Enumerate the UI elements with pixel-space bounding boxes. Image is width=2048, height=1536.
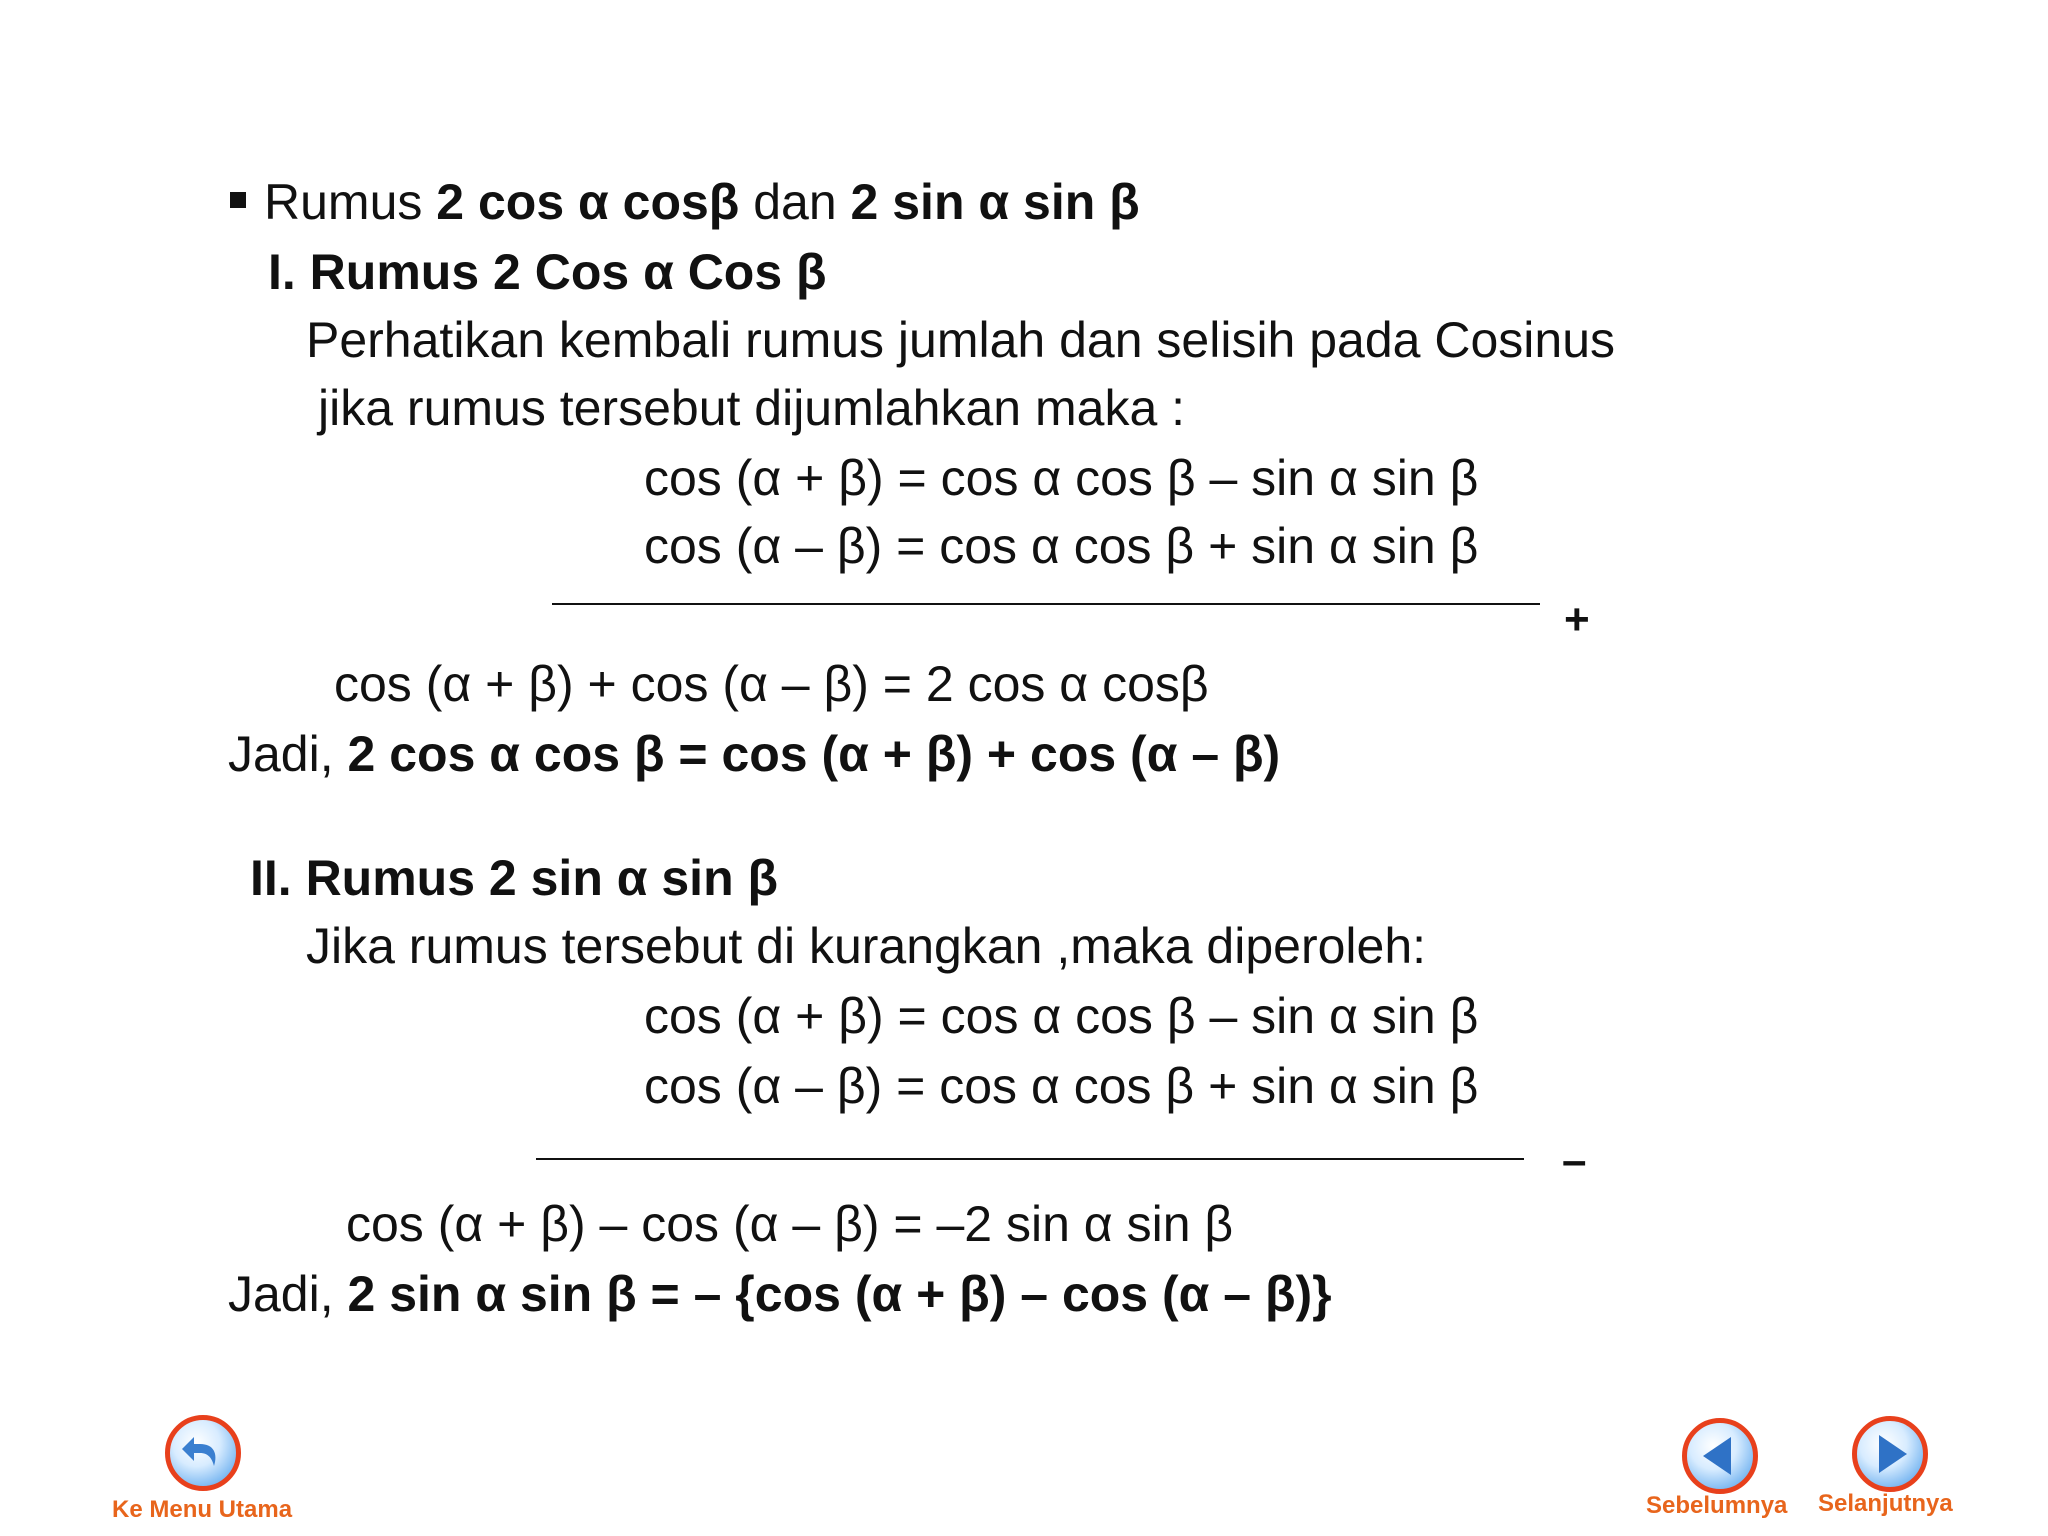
section1-equation-2: cos (α – β) = cos α cos β + sin α sin β bbox=[644, 518, 1479, 574]
section1-conclusion-formula: 2 cos α cos β = cos (α + β) + cos (α – β) bbox=[347, 726, 1281, 782]
section1-intro-1: Perhatikan kembali rumus jumlah dan selisih pada Cosinus bbox=[306, 312, 1616, 368]
previous-button[interactable] bbox=[1682, 1418, 1758, 1494]
slide-heading bbox=[230, 172, 1140, 232]
section2-equation-2: cos (α – β) = cos α cos β + sin α sin β bbox=[644, 1058, 1479, 1114]
section2-intro: Jika rumus tersebut di kurangkan ,maka diperoleh: bbox=[306, 918, 1427, 974]
next-button[interactable] bbox=[1852, 1416, 1928, 1492]
return-arrow-icon bbox=[170, 1420, 236, 1486]
section2-conclusion-prefix: Jadi, bbox=[228, 1266, 348, 1322]
section1-equation-1: cos (α + β) = cos α cos β – sin α sin β bbox=[644, 450, 1479, 506]
section1-intro-2: jika rumus tersebut dijumlahkan maka : bbox=[318, 380, 1186, 436]
section2-conclusion bbox=[228, 1264, 1332, 1324]
section2-title: II. Rumus 2 sin α sin β bbox=[250, 850, 779, 906]
triangle-right-icon bbox=[1857, 1421, 1923, 1487]
section1-sum-line bbox=[552, 603, 1540, 605]
section1-result: cos (α + β) + cos (α – β) = 2 cos α cosβ bbox=[334, 656, 1209, 712]
triangle-left-icon bbox=[1687, 1423, 1753, 1489]
section1-conclusion bbox=[228, 724, 1280, 784]
section1-title: I. Rumus 2 Cos α Cos β bbox=[268, 244, 827, 300]
section1-conclusion-prefix: Jadi, bbox=[228, 726, 348, 782]
square-bullet-icon bbox=[230, 192, 246, 208]
section2-conclusion-formula: 2 sin α sin β = – {cos (α + β) – cos (α – β)} bbox=[347, 1266, 1332, 1322]
home-label[interactable]: Ke Menu Utama bbox=[112, 1496, 293, 1523]
section2-minus-operator: – bbox=[1562, 1136, 1587, 1185]
heading-formula-1: 2 cos α cosβ bbox=[436, 174, 740, 230]
heading-prefix: Rumus bbox=[264, 174, 437, 230]
section2-result: cos (α + β) – cos (α – β) = –2 sin α sin β bbox=[346, 1196, 1234, 1252]
next-label[interactable]: Selanjutnya bbox=[1818, 1490, 1953, 1517]
section1-plus-operator: + bbox=[1564, 595, 1590, 644]
section2-equation-1: cos (α + β) = cos α cos β – sin α sin β bbox=[644, 988, 1479, 1044]
home-button[interactable] bbox=[165, 1415, 241, 1491]
heading-mid: dan bbox=[739, 174, 851, 230]
previous-label[interactable]: Sebelumnya bbox=[1646, 1492, 1788, 1519]
section2-difference-line bbox=[536, 1158, 1524, 1160]
heading-formula-2: 2 sin α sin β bbox=[850, 174, 1140, 230]
